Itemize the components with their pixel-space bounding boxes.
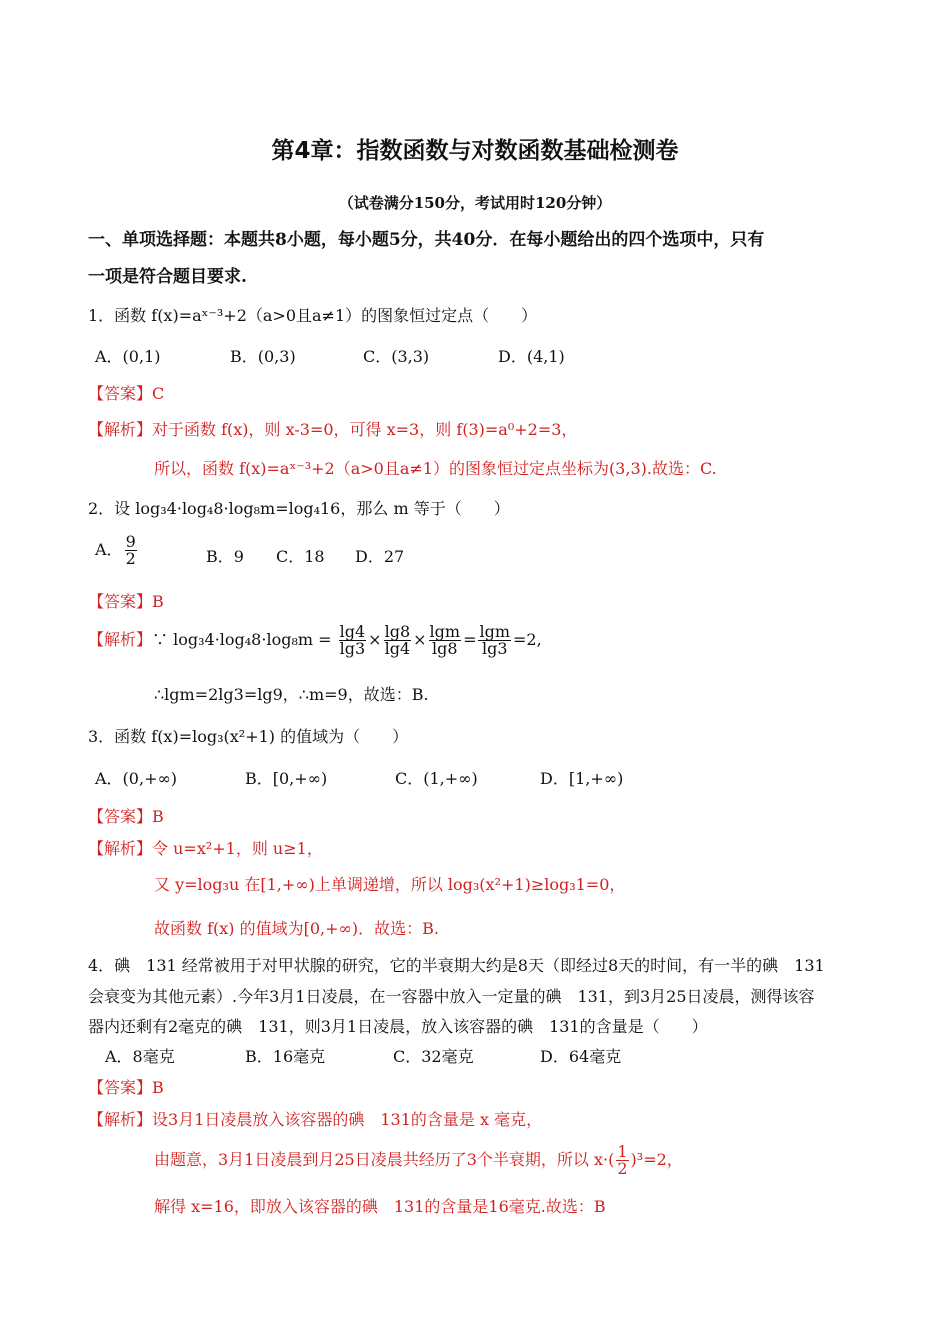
- q2-option-a-fraction: [125, 534, 137, 567]
- fraction-denominator: 2: [617, 1159, 628, 1178]
- q1-option-b: B．(0,3): [230, 347, 296, 366]
- q2-answer: 【答案】B: [88, 592, 164, 611]
- page-title: 第4章：指数函数与对数函数基础检测卷: [271, 138, 679, 164]
- q3-answer: 【答案】B: [88, 807, 164, 826]
- q4-analysis-text1: 设3月1日凌晨放入该容器的碘 131的含量是 x 毫克，: [152, 1110, 543, 1129]
- q3-stem: 3．函数 f(x)=log₃(x²+1) 的值域为（ ）: [88, 727, 409, 746]
- q4-option-c: C．32毫克: [393, 1047, 474, 1066]
- section-heading-line2: 一项是符合题目要求.: [88, 267, 247, 287]
- q2-stem: 2．设 log₃4·log₄8·log₈m=log₄16，那么 m 等于（ ）: [88, 499, 510, 518]
- q2-option-b: B．9: [206, 547, 244, 566]
- q3-analysis-line1: [88, 838, 323, 860]
- fraction-numerator: lgm: [479, 622, 510, 641]
- q3-option-d: D．[1,+∞): [540, 769, 624, 788]
- section-heading-line1: 一、单项选择题：本题共8小题，每小题5分，共40分．在每小题给出的四个选项中，只有: [88, 230, 765, 250]
- q2-option-c: C．18: [276, 547, 325, 566]
- q1-option-a: A．(0,1): [95, 347, 161, 366]
- q4-stem-line1: 4．碘 131 经常被用于对甲状腺的研究，它的半衰期大约是8天（即经过8天的时间，有一半的碘 131: [88, 956, 825, 975]
- q4-analysis-label: 【解析】: [88, 1110, 153, 1129]
- q4-stem-line2: 会衰变为其他元素）.今年3月1日凌晨，在一容器中放入一定量的碘 131，到3月25日凌晨，测得该容: [88, 987, 815, 1006]
- q3-option-b: B．[0,+∞): [245, 769, 328, 788]
- q4-analysis-line2: [154, 1140, 683, 1180]
- q2-option-d: D．27: [355, 547, 405, 566]
- fraction-denominator: lg3: [339, 639, 366, 658]
- fraction-numerator: lg4: [339, 622, 366, 641]
- fraction-denominator: lg8: [432, 639, 458, 658]
- q2-option-a: [95, 534, 139, 567]
- q3-option-a: A．(0,+∞): [95, 769, 178, 788]
- q2-analysis-label: 【解析】: [88, 630, 153, 649]
- q4-option-d: D．64毫克: [540, 1047, 622, 1066]
- q4-option-a: A．8毫克: [105, 1047, 175, 1066]
- q4-analysis-prefix: 由题意，3月1日凌晨到月25日凌晨共经历了3个半衰期，所以 x·(: [154, 1150, 615, 1169]
- q4-analysis-line3: 解得 x=16，即放入该容器的碘 131的含量是16毫克.故选：B: [154, 1197, 606, 1216]
- q3-analysis-label: 【解析】: [88, 839, 153, 858]
- fraction-numerator: 9: [125, 532, 136, 551]
- q2-analysis-line2: ∴lgm=2lg3=lg9，∴m=9，故选：B.: [154, 685, 429, 704]
- q3-analysis-line3: 故函数 f(x) 的值域为[0,+∞)．故选：B.: [154, 919, 439, 938]
- q1-analysis-line2: 所以，函数 f(x)=aˣ⁻³+2（a>0且a≠1）的图象恒过定点坐标为(3,3).故选：C.: [154, 459, 717, 478]
- q3-analysis-text1: 令 u=x²+1，则 u≥1，: [152, 839, 323, 858]
- q1-answer: 【答案】C: [88, 384, 165, 403]
- equals-sign: =: [463, 630, 477, 649]
- fraction-denominator: lg4: [384, 639, 411, 658]
- q3-analysis-line2: 又 y=log₃u 在[1,+∞)上单调递增，所以 log₃(x²+1)≥log₃1=0，: [154, 875, 626, 894]
- q2-analysis-prefix: ∵ log₃4·log₄8·log₈m =: [152, 630, 332, 649]
- times-sign: ×: [368, 630, 382, 649]
- times-sign: ×: [413, 630, 427, 649]
- fraction-numerator: 1: [617, 1142, 628, 1161]
- q1-option-d: D．(4,1): [498, 347, 565, 366]
- q2-option-a-label: A．: [95, 540, 123, 559]
- q4-analysis-line1: [88, 1109, 542, 1131]
- q4-analysis-suffix: )³=2，: [630, 1150, 683, 1169]
- q4-answer: 【答案】B: [88, 1078, 164, 1097]
- q1-stem: 1．函数 f(x)=aˣ⁻³+2（a>0且a≠1）的图象恒过定点（ ）: [88, 306, 538, 325]
- q4-stem-line3: 器内还剩有2毫克的碘 131，则3月1日凌晨，放入该容器的碘 131的含量是（ ）: [88, 1017, 708, 1036]
- q2-analysis-line1: [88, 620, 542, 660]
- q1-analysis-label: 【解析】: [88, 420, 153, 439]
- fraction-numerator: lg8: [384, 622, 411, 641]
- fraction-denominator: 2: [125, 549, 136, 568]
- q2-fraction-4: [478, 624, 511, 657]
- page-subtitle: （试卷满分150分，考试用时120分钟）: [338, 194, 612, 212]
- q2-fraction-3: [429, 624, 462, 657]
- q2-fraction-1: [339, 624, 367, 657]
- fraction-denominator: lg3: [481, 639, 508, 658]
- q2-fraction-2: [384, 624, 412, 657]
- q4-fraction-half: [616, 1144, 628, 1177]
- q1-analysis-line1: [88, 419, 577, 441]
- q1-analysis-text1: 对于函数 f(x)，则 x-3=0，可得 x=3，则 f(3)=a⁰+2=3，: [152, 420, 578, 439]
- q1-option-c: C．(3,3): [363, 347, 430, 366]
- fraction-numerator: lgm: [429, 622, 461, 641]
- q4-option-b: B．16毫克: [245, 1047, 326, 1066]
- q2-analysis-suffix: =2,: [513, 630, 542, 649]
- q3-option-c: C．(1,+∞): [395, 769, 478, 788]
